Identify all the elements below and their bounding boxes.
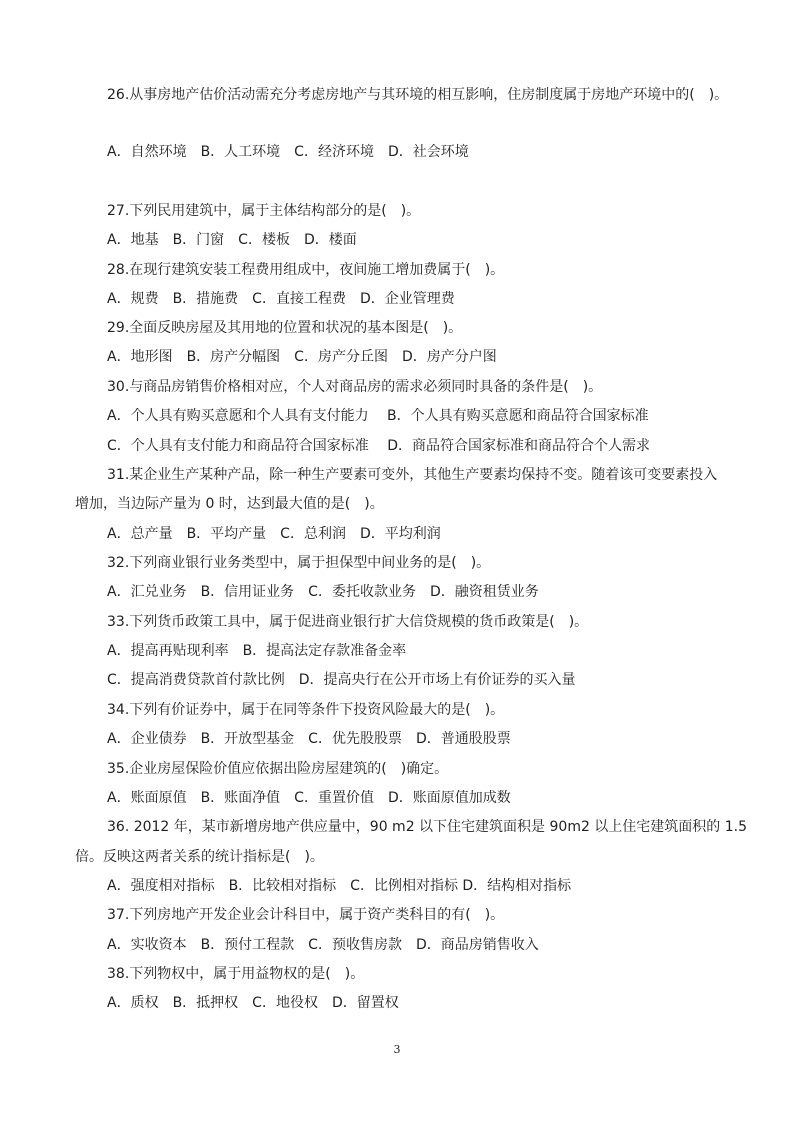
question-31-options: A．总产量 B．平均产量 C．总利润 D．平均利润 <box>107 526 441 542</box>
question-35-stem: 35.企业房屋保险价值应依据出险房屋建筑的( )确定。 <box>107 761 449 777</box>
question-30-options-ab: A．个人具有购买意愿和个人具有支付能力 B．个人具有购买意愿和商品符合国家标准 <box>107 408 649 424</box>
question-31-stem-cont: 增加，当边际产量为 0 时，达到最大值的是( )。 <box>75 496 384 512</box>
question-36-stem: 36. 2012 年，某市新增房地产供应量中，90 m2 以下住宅建筑面积是 90m2 以上住宅建筑面积的 1.5 <box>107 819 748 835</box>
question-37-options: A．实收资本 B．预付工程款 C．预收售房款 D．商品房销售收入 <box>107 937 539 953</box>
question-38-stem: 38.下列物权中，属于用益物权的是( )。 <box>107 966 365 982</box>
question-37-stem: 37.下列房地产开发企业会计科目中，属于资产类科目的有( )。 <box>107 907 505 923</box>
question-33-options-ab: A．提高再贴现利率 B．提高法定存款准备金率 <box>107 643 407 659</box>
question-32-options: A．汇兑业务 B．信用证业务 C．委托收款业务 D．融资租赁业务 <box>107 584 539 600</box>
question-26-options: A．自然环境 B．人工环境 C．经济环境 D．社会环境 <box>107 144 469 160</box>
question-29-options: A．地形图 B．房产分幅图 C．房产分丘图 D．房产分户图 <box>107 349 497 365</box>
question-28-options: A．规费 B．措施费 C．直接工程费 D．企业管理费 <box>107 291 455 307</box>
question-29-stem: 29.全面反映房屋及其用地的位置和状况的基本图是( )。 <box>107 320 463 336</box>
question-27-stem: 27.下列民用建筑中，属于主体结构部分的是( )。 <box>107 203 421 219</box>
question-33-options-cd: C．提高消费贷款首付款比例 D．提高央行在公开市场上有价证券的买入量 <box>107 672 576 688</box>
question-36-stem-cont: 倍。反映这两者关系的统计指标是( )。 <box>75 849 324 865</box>
question-30-options-cd: C．个人具有支付能力和商品符合国家标准 D．商品符合国家标准和商品符合个人需求 <box>107 438 651 454</box>
question-30-stem: 30.与商品房销售价格相对应，个人对商品房的需求必须同时具备的条件是( )。 <box>107 379 603 395</box>
question-35-options: A．账面原值 B．账面净值 C．重置价值 D．账面原值加成数 <box>107 790 511 806</box>
question-33-stem: 33.下列货币政策工具中，属于促进商业银行扩大信贷规模的货币政策是( )。 <box>107 614 589 630</box>
page-number: 3 <box>393 1043 401 1056</box>
question-38-options: A．质权 B．抵押权 C．地役权 D．留置权 <box>107 995 399 1011</box>
question-26-stem: 26.从事房地产估价活动需充分考虑房地产与其环境的相互影响，住房制度属于房地产环境中的( )。 <box>107 87 729 103</box>
question-32-stem: 32.下列商业银行业务类型中，属于担保型中间业务的是( )。 <box>107 555 491 571</box>
question-28-stem: 28.在现行建筑安装工程费用组成中，夜间施工增加费属于( )。 <box>107 262 505 278</box>
question-34-options: A．企业债券 B．开放型基金 C．优先股股票 D．普通股股票 <box>107 731 511 747</box>
question-34-stem: 34.下列有价证券中，属于在同等条件下投资风险最大的是( )。 <box>107 702 505 718</box>
question-36-options: A．强度相对指标 B．比较相对指标 C．比例相对指标 D．结构相对指标 <box>107 878 572 894</box>
question-31-stem: 31.某企业生产某种产品，除一种生产要素可变外，其他生产要素均保持不变。随着该可变要素投入 <box>107 467 718 483</box>
question-27-options: A．地基 B．门窗 C．楼板 D．楼面 <box>107 232 357 248</box>
